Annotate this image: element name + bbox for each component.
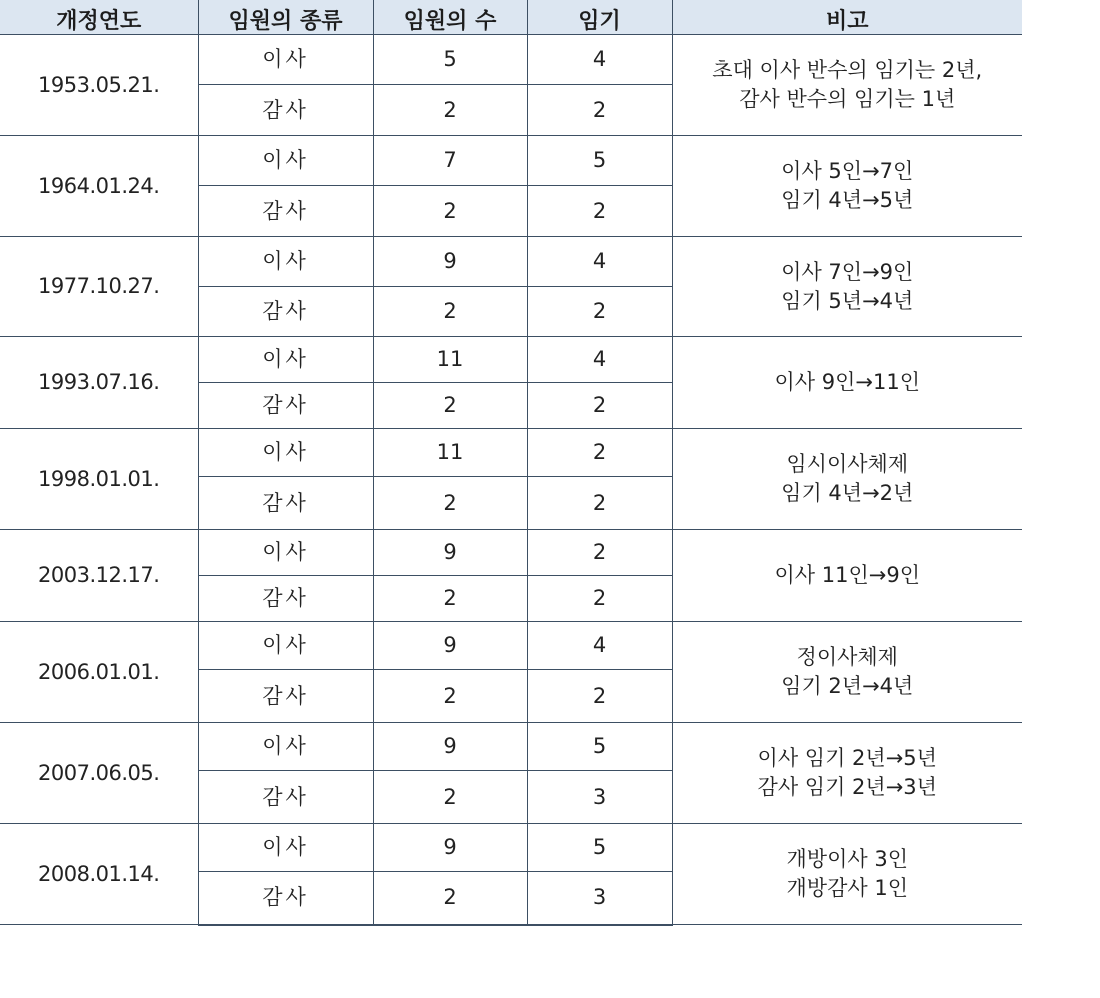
remarks: 이사 9인→11인 (672, 337, 1022, 429)
officer-count: 2 (373, 771, 527, 824)
remarks: 이사 11인→9인 (672, 530, 1022, 622)
term-years: 2 (527, 186, 672, 237)
amendment-date: 2003.12.17. (0, 530, 198, 622)
officer-count: 2 (373, 383, 527, 429)
remarks: 개방이사 3인 개방감사 1인 (672, 824, 1022, 925)
amendment-date: 1953.05.21. (0, 35, 198, 136)
amendment-date: 1964.01.24. (0, 136, 198, 237)
officer-type: 감사 (198, 287, 373, 337)
term-years: 2 (527, 670, 672, 723)
officer-count: 2 (373, 85, 527, 136)
table-row (0, 530, 1022, 576)
table-row (0, 35, 1022, 85)
term-years: 5 (527, 723, 672, 771)
officer-count: 9 (373, 622, 527, 670)
remarks: 정이사체제 임기 2년→4년 (672, 622, 1022, 723)
header-remarks: 비고 (672, 0, 1022, 35)
officer-type: 감사 (198, 771, 373, 824)
term-years: 4 (527, 622, 672, 670)
officer-type: 감사 (198, 576, 373, 622)
term-years: 2 (527, 383, 672, 429)
officer-type: 이사 (198, 429, 373, 477)
amendment-date: 1977.10.27. (0, 237, 198, 337)
table-row (0, 237, 1022, 287)
term-years: 2 (527, 477, 672, 530)
header-amendment-year: 개정연도 (0, 0, 198, 35)
term-years: 3 (527, 872, 672, 925)
term-years: 5 (527, 136, 672, 186)
officer-count: 7 (373, 136, 527, 186)
officer-type: 감사 (198, 670, 373, 723)
term-years: 2 (527, 530, 672, 576)
officer-count: 11 (373, 429, 527, 477)
officer-type: 이사 (198, 723, 373, 771)
remarks: 임시이사체제 임기 4년→2년 (672, 429, 1022, 530)
officer-count: 2 (373, 477, 527, 530)
officer-count: 9 (373, 723, 527, 771)
table-row (0, 723, 1022, 771)
remarks: 이사 7인→9인 임기 5년→4년 (672, 237, 1022, 337)
officer-type: 이사 (198, 337, 373, 383)
term-years: 2 (527, 576, 672, 622)
amendment-date: 2007.06.05. (0, 723, 198, 824)
term-years: 2 (527, 429, 672, 477)
term-years: 4 (527, 237, 672, 287)
officer-count: 2 (373, 186, 527, 237)
table-row (0, 622, 1022, 670)
remarks: 이사 5인→7인 임기 4년→5년 (672, 136, 1022, 237)
amendment-date: 1993.07.16. (0, 337, 198, 429)
officer-type: 감사 (198, 85, 373, 136)
header-officer-count: 임원의 수 (373, 0, 527, 35)
officer-count: 9 (373, 530, 527, 576)
amendment-date: 1998.01.01. (0, 429, 198, 530)
term-years: 4 (527, 35, 672, 85)
header-officer-type: 임원의 종류 (198, 0, 373, 35)
header-row (0, 0, 1022, 35)
table-row (0, 136, 1022, 186)
officer-type: 이사 (198, 136, 373, 186)
remarks: 초대 이사 반수의 임기는 2년, 감사 반수의 임기는 1년 (672, 35, 1022, 136)
officer-count: 9 (373, 237, 527, 287)
officer-type: 이사 (198, 35, 373, 85)
officer-count: 5 (373, 35, 527, 85)
officer-count: 2 (373, 670, 527, 723)
officer-type: 감사 (198, 872, 373, 925)
officer-type: 이사 (198, 622, 373, 670)
amendment-date: 2008.01.14. (0, 824, 198, 925)
officer-count: 2 (373, 872, 527, 925)
officer-count: 2 (373, 576, 527, 622)
officer-type: 이사 (198, 824, 373, 872)
officer-type: 이사 (198, 530, 373, 576)
term-years: 2 (527, 287, 672, 337)
amendment-date: 2006.01.01. (0, 622, 198, 723)
officer-type: 감사 (198, 383, 373, 429)
officer-type: 감사 (198, 186, 373, 237)
term-years: 4 (527, 337, 672, 383)
officer-type: 감사 (198, 477, 373, 530)
officer-count: 2 (373, 287, 527, 337)
term-years: 3 (527, 771, 672, 824)
term-years: 2 (527, 85, 672, 136)
remarks: 이사 임기 2년→5년 감사 임기 2년→3년 (672, 723, 1022, 824)
table-row (0, 824, 1022, 872)
officer-type: 이사 (198, 237, 373, 287)
table-row (0, 429, 1022, 477)
header-term: 임기 (527, 0, 672, 35)
officer-count: 9 (373, 824, 527, 872)
term-years: 5 (527, 824, 672, 872)
officer-count: 11 (373, 337, 527, 383)
table-row (0, 337, 1022, 383)
